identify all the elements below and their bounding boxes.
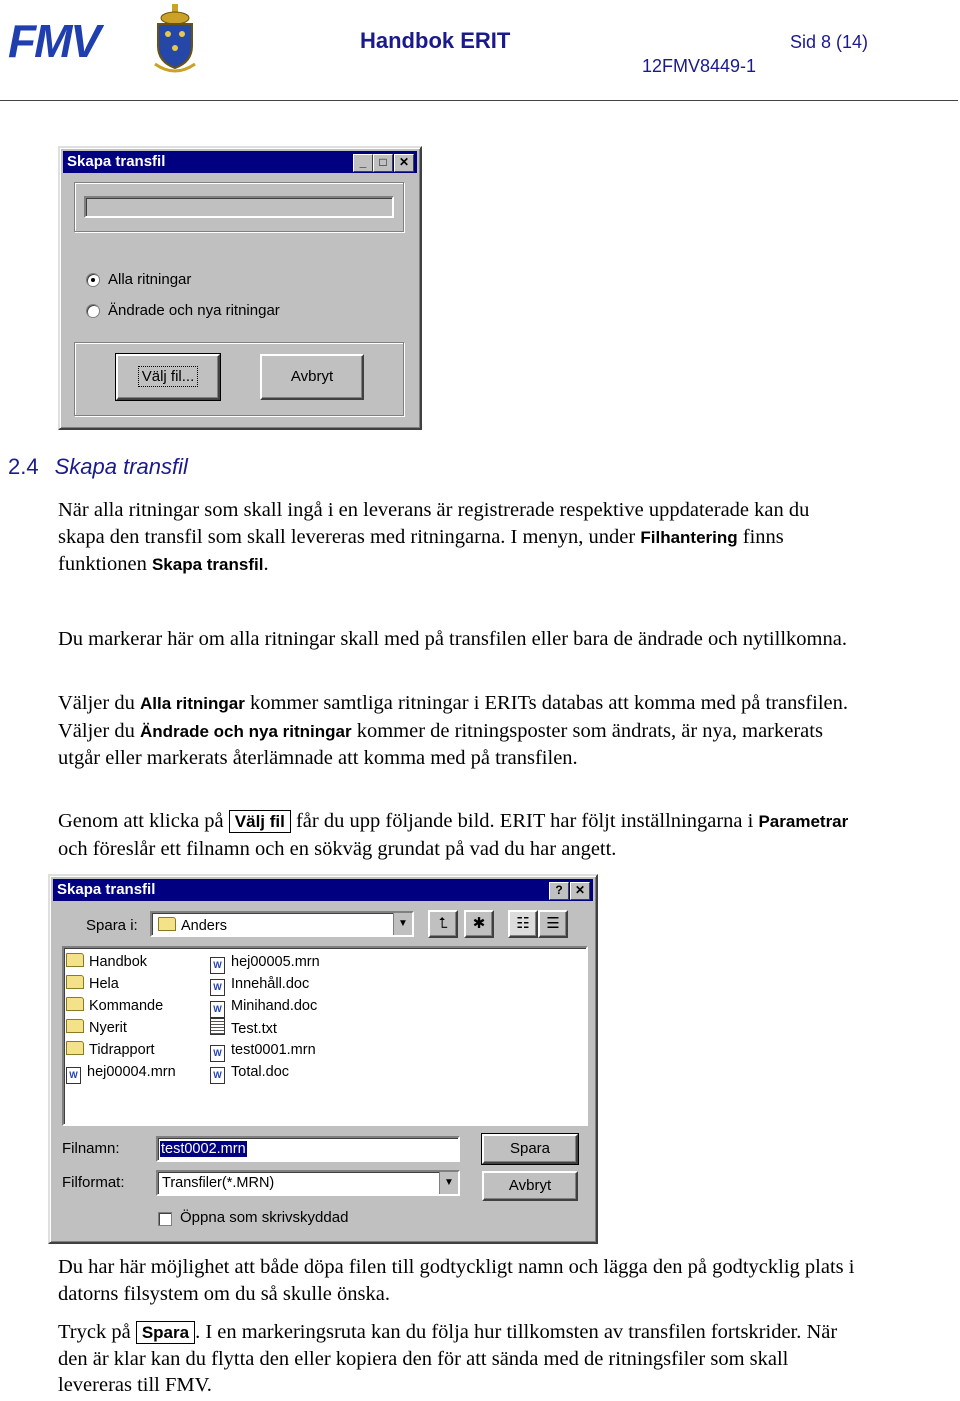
- ui-term-parametrar: Parametrar: [758, 812, 849, 831]
- maximize-icon[interactable]: □: [373, 154, 393, 172]
- radio-alla-ritningar[interactable]: [86, 273, 100, 287]
- text: kommer de ritningsposter som ändrats, är nya, markerats utgår eller markerats återlämnade att komma med på transfilen.: [58, 719, 823, 769]
- word-doc-icon: W: [210, 1067, 225, 1084]
- dialog-titlebar: [53, 879, 593, 901]
- text: får du upp följande bild. ERIT har följt inställningarna i: [290, 810, 759, 832]
- chevron-down-icon[interactable]: ▼: [393, 913, 412, 935]
- filename-value: test0002.mrn: [161, 1141, 246, 1157]
- file-name: hej00005.mrn: [231, 954, 320, 970]
- paragraph-valj-fil: [58, 808, 878, 862]
- readonly-checkbox[interactable]: [158, 1212, 172, 1226]
- section-heading: [8, 454, 188, 480]
- file-list[interactable]: [62, 946, 588, 1126]
- chevron-down-icon[interactable]: ▼: [439, 1172, 458, 1194]
- close-icon[interactable]: ✕: [570, 882, 590, 900]
- file-list-item[interactable]: [66, 952, 147, 972]
- radio-alla-ritningar-label: Alla ritningar: [108, 271, 192, 288]
- avbryt-button[interactable]: Avbryt: [482, 1171, 578, 1201]
- section-title: Skapa transfil: [54, 454, 188, 479]
- word-doc-icon: W: [210, 979, 225, 996]
- format-label: Filformat:: [62, 1174, 125, 1191]
- filename-input[interactable]: [156, 1136, 460, 1162]
- valj-fil-label: Välj fil...: [138, 366, 199, 387]
- folder-icon: [66, 975, 84, 989]
- help-icon[interactable]: ?: [549, 882, 569, 900]
- format-dropdown[interactable]: [156, 1170, 460, 1196]
- file-list-item[interactable]: [210, 952, 320, 972]
- folder-icon: [66, 1041, 84, 1055]
- readonly-label: Öppna som skrivskyddad: [180, 1209, 349, 1226]
- ui-term-skapa-transfil: Skapa transfil: [151, 555, 264, 574]
- file-list-item[interactable]: [66, 1040, 155, 1060]
- save-in-dropdown[interactable]: [150, 911, 414, 937]
- text: Väljer du: [58, 692, 140, 714]
- word-doc-icon: W: [210, 1001, 225, 1018]
- text: finns funktionen: [58, 525, 784, 575]
- text: Genom att klicka på: [58, 810, 229, 832]
- file-name: Nyerit: [89, 1020, 127, 1036]
- dialog-title: Skapa transfil: [57, 881, 156, 898]
- header-divider: [0, 100, 958, 101]
- ui-button-ref-spara: Spara: [136, 1321, 195, 1344]
- file-name: Total.doc: [231, 1064, 290, 1080]
- paragraph-valjer: [58, 690, 858, 772]
- file-name: test0001.mrn: [231, 1042, 316, 1058]
- file-list-item[interactable]: [66, 974, 119, 994]
- word-doc-icon: W: [66, 1067, 81, 1084]
- avbryt-button[interactable]: Avbryt: [260, 354, 364, 400]
- progress-bar: [84, 196, 394, 218]
- folder-icon: [66, 997, 84, 1011]
- folder-icon: [66, 1019, 84, 1033]
- document-id: 12FMV8449-1: [642, 56, 757, 76]
- paragraph-dopa: Du har här möjlighet att både döpa filen till godtyckligt namn och lägga den på godtycklig plats i datorns filsystem om du så skulle önska.: [58, 1256, 855, 1305]
- word-doc-icon: W: [210, 957, 225, 974]
- file-name: Kommande: [89, 998, 164, 1014]
- word-doc-icon: W: [210, 1045, 225, 1062]
- text: kommer samtliga ritningar i ERITs databas att komma med på transfilen. Väljer du: [58, 692, 849, 742]
- file-name: Handbok: [89, 954, 148, 970]
- text: .: [263, 553, 269, 575]
- fmv-logo: FMV: [8, 15, 100, 67]
- filename-label: Filnamn:: [62, 1140, 120, 1157]
- file-name: Minihand.doc: [231, 998, 318, 1014]
- save-in-value: Anders: [181, 918, 227, 934]
- text: När alla ritningar som skall ingå i en leverans är registrerade respektive uppdaterade kan du skapa den transfil som skall levereras med ritningarna. I menyn, under: [58, 499, 810, 548]
- ui-term-filhantering: Filhantering: [640, 527, 738, 547]
- folder-icon: [158, 917, 176, 931]
- file-list-item[interactable]: [66, 1018, 127, 1038]
- ui-button-ref-valj-fil: Välj fil: [229, 810, 291, 833]
- radio-andrade-ritningar[interactable]: [86, 304, 100, 318]
- ui-term-andrade-ritningar: Ändrade och nya ritningar: [139, 721, 352, 741]
- valj-fil-button[interactable]: [116, 354, 220, 400]
- save-in-label: Spara i:: [86, 917, 138, 934]
- file-list-item[interactable]: [66, 1062, 176, 1082]
- format-value: Transfiler(*.MRN): [162, 1175, 275, 1191]
- up-folder-icon[interactable]: ⮤: [428, 910, 458, 938]
- paragraph-spara: [58, 1319, 848, 1399]
- dialog-title: Skapa transfil: [67, 153, 166, 170]
- file-list-item[interactable]: [210, 1018, 277, 1038]
- crest-icon: [152, 4, 198, 76]
- header-title: Handbok ERIT: [360, 28, 511, 53]
- paragraph-markera: Du markerar här om alla ritningar skall med på transfilen eller bara de ändrade och nytillkomna.: [58, 628, 847, 650]
- text-file-icon: [210, 1018, 225, 1035]
- file-list-item[interactable]: [210, 996, 317, 1016]
- text: . I en markeringsruta kan du följa hur tillkomsten av transfilen fortskrider. När den är klar kan du flytta den eller kopiera den för att sända med de ritningsfiler som skall levereras till FMV.: [58, 1321, 838, 1396]
- list-view-icon[interactable]: ☷: [508, 910, 538, 938]
- folder-icon: [66, 953, 84, 967]
- skapa-transfil-dialog: [58, 146, 422, 430]
- text: Tryck på: [58, 1321, 136, 1343]
- file-list-item[interactable]: [66, 996, 163, 1016]
- file-name: hej00004.mrn: [87, 1064, 176, 1080]
- dialog-titlebar: [63, 151, 417, 173]
- close-icon[interactable]: ✕: [394, 154, 414, 172]
- file-list-item[interactable]: [210, 1040, 316, 1060]
- minimize-icon[interactable]: _: [353, 154, 373, 172]
- file-list-item[interactable]: [210, 1062, 289, 1082]
- text: och föreslår ett filnamn och en sökväg grundat på vad du har angett.: [58, 837, 617, 860]
- section-number: 2.4: [8, 454, 39, 479]
- file-name: Test.txt: [231, 1021, 277, 1037]
- file-name: Tidrapport: [89, 1042, 155, 1058]
- details-view-icon[interactable]: ☰: [538, 910, 568, 938]
- spara-button[interactable]: Spara: [482, 1134, 578, 1164]
- new-folder-icon[interactable]: ✱: [464, 910, 494, 938]
- file-list-item[interactable]: [210, 974, 309, 994]
- paragraph-intro: [58, 497, 858, 579]
- ui-term-alla-ritningar: Alla ritningar: [139, 694, 245, 713]
- page-number: Sid 8 (14): [790, 32, 869, 52]
- radio-andrade-ritningar-label: Ändrade och nya ritningar: [108, 302, 280, 319]
- file-name: Hela: [89, 976, 119, 992]
- save-file-dialog: [48, 874, 598, 1244]
- file-name: Innehåll.doc: [231, 976, 310, 992]
